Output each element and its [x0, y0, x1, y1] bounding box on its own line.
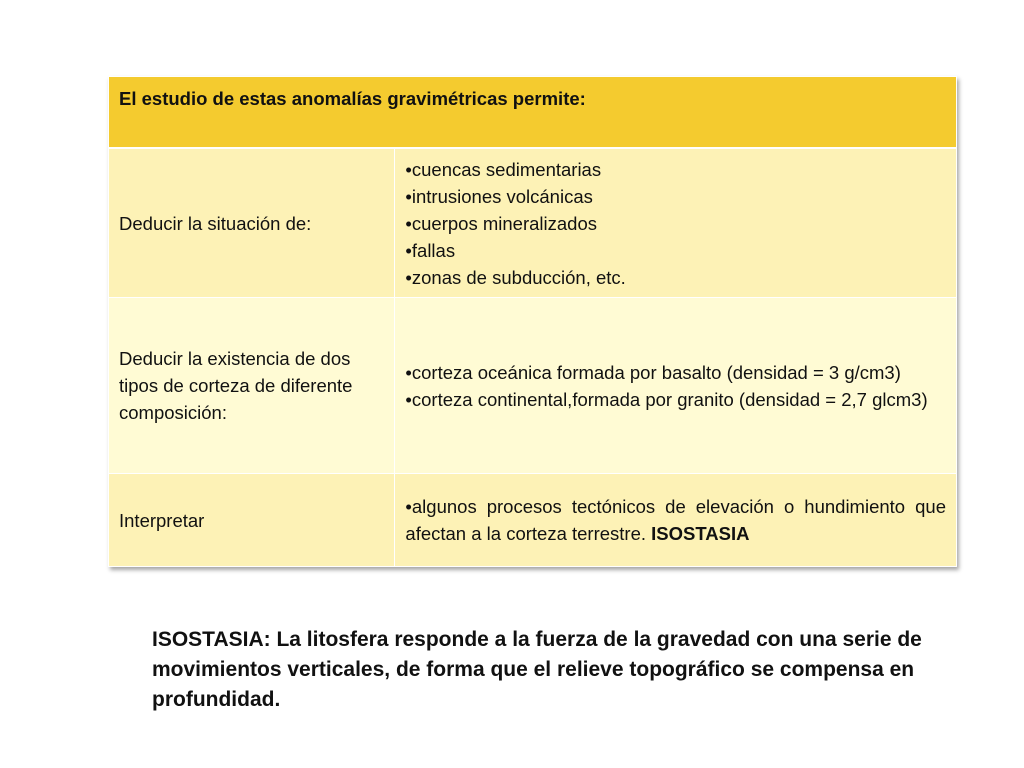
bullet-list: [405, 156, 946, 291]
row-label-situacion: Deducir la situación de:: [109, 148, 395, 298]
row-content-interpretar: [395, 474, 957, 567]
list-item: • corteza oceánica formada por basalto (densidad = 3 g/cm3): [405, 359, 946, 386]
table-header-row: [109, 77, 957, 149]
list-item: • fallas: [405, 237, 946, 264]
list-item: • corteza continental,formada por granito (densidad = 2,7 glcm3): [405, 386, 946, 413]
row-content-corteza: [395, 298, 957, 474]
list-item: • cuencas sedimentarias: [405, 156, 946, 183]
list-item: • zonas de subducción, etc.: [405, 264, 946, 291]
row-label-interpretar: Interpretar: [109, 474, 395, 567]
isostasia-emphasis: ISOSTASIA: [651, 523, 750, 544]
bullet-list: [405, 359, 946, 413]
list-item: • cuerpos mineralizados: [405, 210, 946, 237]
list-item: • intrusiones volcánicas: [405, 183, 946, 210]
table: [108, 76, 957, 567]
table-row: [109, 148, 957, 298]
row-label-corteza: Deducir la existencia de dos tipos de corteza de diferente composición:: [109, 298, 395, 474]
table-row: [109, 474, 957, 567]
row-content-situacion: [395, 148, 957, 298]
table-header: El estudio de estas anomalías gravimétricas permite:: [109, 77, 957, 149]
isostasia-definition: ISOSTASIA: La litosfera responde a la fuerza de la gravedad con una serie de movimientos verticales, de forma que el relieve topográfico se compensa en profundidad.: [152, 628, 922, 711]
interpretar-text: algunos procesos tectónicos de elevación o hundimiento que afectan a la corteza terrestre.: [405, 496, 946, 544]
anomalies-table: [108, 76, 957, 567]
interpretar-text-block: •algunos procesos tectónicos de elevación o hundimiento que afectan a la corteza terrestre. ISOSTASIA: [405, 496, 946, 544]
table-row: [109, 298, 957, 474]
